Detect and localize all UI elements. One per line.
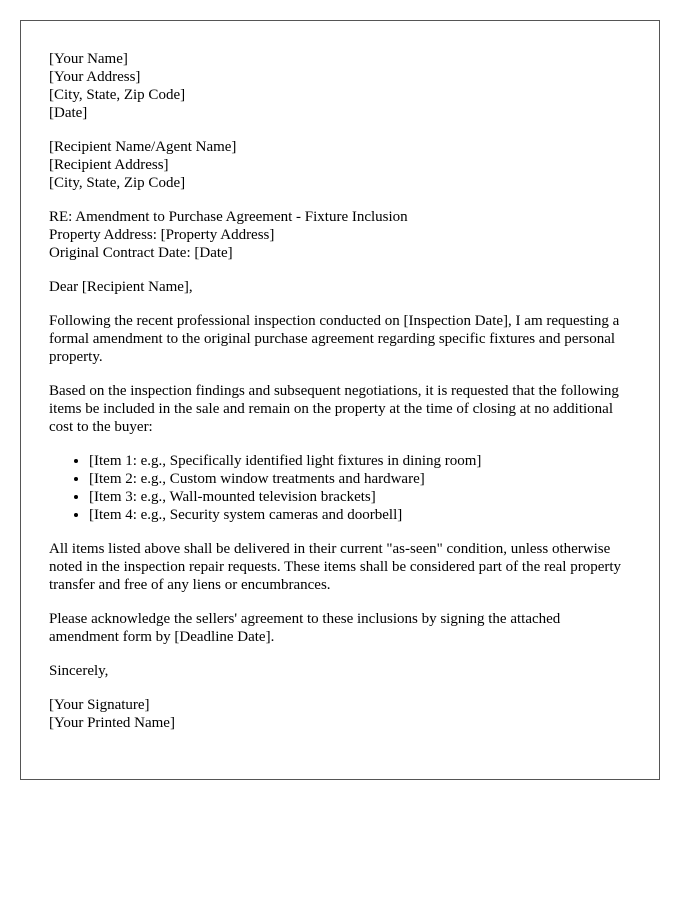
printed-name: [Your Printed Name]: [49, 715, 175, 731]
sender-city-state-zip: [City, State, Zip Code]: [49, 87, 186, 103]
salutation: Dear [Recipient Name],: [49, 279, 193, 295]
recipient-city-state-zip: [City, State, Zip Code]: [49, 175, 186, 191]
letter-page: [20, 20, 660, 780]
signature-line: [Your Signature]: [49, 697, 150, 713]
sender-date: [Date]: [49, 105, 88, 121]
closing: Sincerely,: [49, 663, 109, 679]
condition-paragraph: All items listed above shall be delivered in their current "as-seen" condition, unless otherwise noted in the inspection repair requests. These items shall be considered part of the real property transfer and free of any liens or encumbrances.: [49, 541, 622, 593]
request-paragraph: Based on the inspection findings and subsequent negotiations, it is requested that the following items be included in the sale and remain on the property at the time of closing at no additional cost to the buyer:: [49, 383, 619, 435]
sender-address: [Your Address]: [49, 69, 141, 85]
signature-block: [49, 696, 631, 732]
sender-block: [49, 50, 631, 122]
re-line: RE: Amendment to Purchase Agreement - Fixture Inclusion: [49, 209, 408, 225]
list-item: • [Item 1: e.g., Specifically identified light fixtures in dining room]: [89, 452, 631, 470]
recipient-address: [Recipient Address]: [49, 157, 169, 173]
intro-paragraph: Following the recent professional inspection conducted on [Inspection Date], I am requesting a formal amendment to the original purchase agreement regarding specific fixtures and personal property.: [49, 313, 620, 365]
recipient-name: [Recipient Name/Agent Name]: [49, 139, 237, 155]
recipient-block: [49, 138, 631, 192]
reference-block: [49, 208, 631, 262]
list-item: • [Item 2: e.g., Custom window treatments and hardware]: [89, 470, 631, 488]
sender-name: [Your Name]: [49, 51, 128, 67]
list-item: • [Item 3: e.g., Wall-mounted television brackets]: [89, 488, 631, 506]
contract-date-line: Original Contract Date: [Date]: [49, 245, 233, 261]
fixture-item-list: [49, 452, 631, 524]
acknowledge-paragraph: Please acknowledge the sellers' agreement to these inclusions by signing the attached amendment form by [Deadline Date].: [49, 611, 561, 645]
list-item: • [Item 4: e.g., Security system cameras and doorbell]: [89, 506, 631, 524]
property-address-line: Property Address: [Property Address]: [49, 227, 275, 243]
